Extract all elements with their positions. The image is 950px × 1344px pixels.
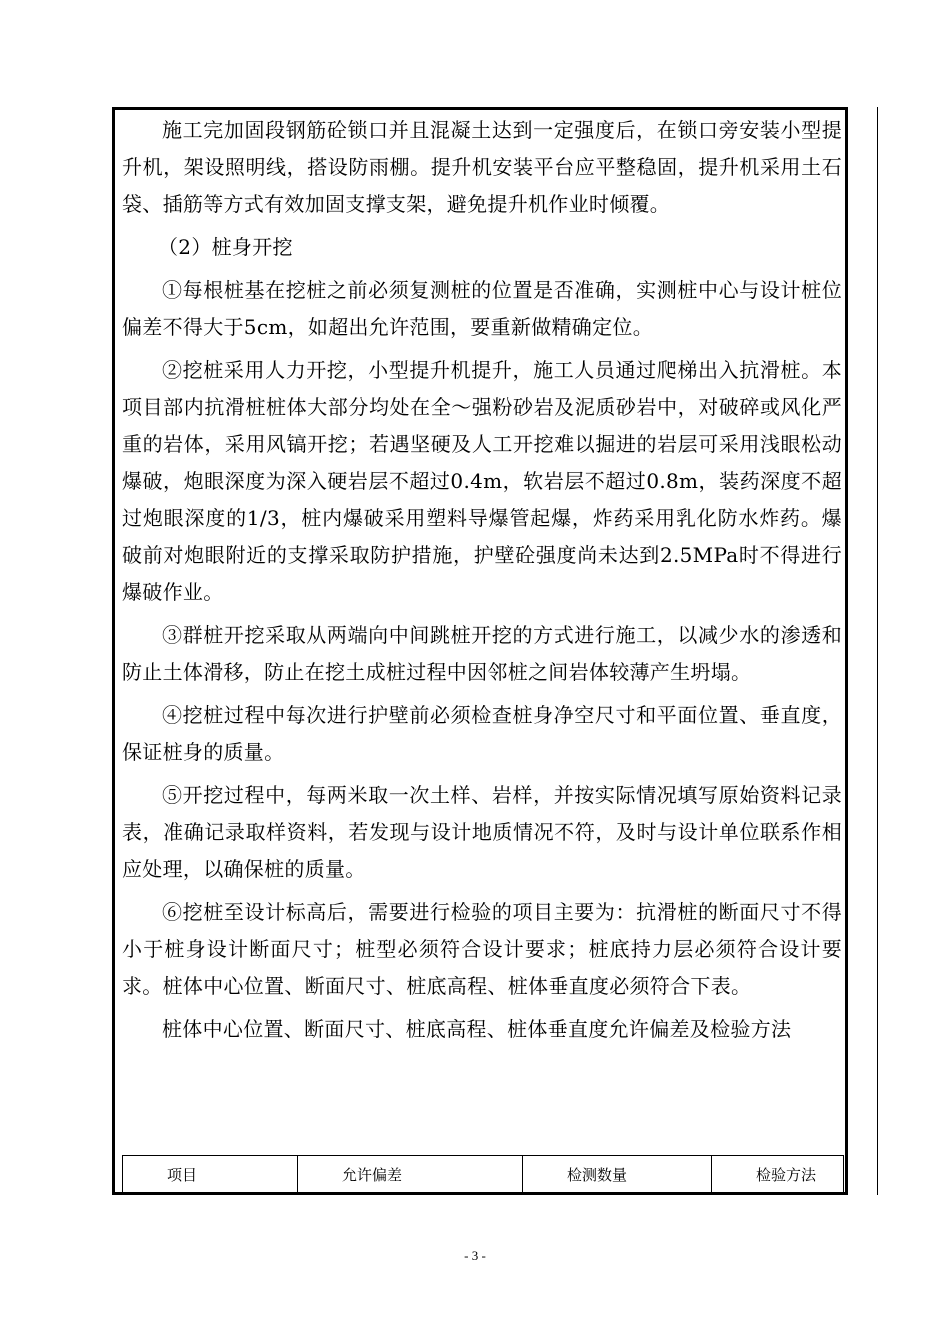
document-body (122, 112, 842, 1048)
margin-rule (877, 107, 878, 1195)
paragraph-item-4: ④挖桩过程中每次进行护壁前必须检查桩身净空尺寸和平面位置、垂直度，保证桩身的质量。 (122, 703, 842, 764)
paragraph-item-2: ②挖桩采用人力开挖，小型提升机提升，施工人员通过爬梯出入抗滑桩。本项目部内抗滑桩桩体大部分均处在全～强粉砂岩及泥质砂岩中，对破碎或风化严重的岩体，采用风镐开挖；若遇坚硬及人工开挖难以掘进的岩层可采用浅眼松动爆破，炮眼深度为深入硬岩层不超过0.4m，软岩层不超过0.8m，装药深度不超过炮眼深度的1/3，桩内爆破采用塑料导爆管起爆，炸药采用乳化防水炸药。爆破前对炮眼附近的支撑采取防护措施，护壁砼强度尚未达到2.5MPa时不得进行爆破作业。 (122, 358, 842, 604)
tolerance-table (122, 1155, 844, 1193)
page-number: - 3 - (464, 1248, 486, 1263)
paragraph-item-3: ③群桩开挖采取从两端向中间跳桩开挖的方式进行施工，以减少水的渗透和防止土体滑移，防止在挖土成桩过程中因邻桩之间岩体较薄产生坍塌。 (122, 623, 842, 684)
paragraph-intro: 施工完加固段钢筋砼锁口并且混凝土达到一定强度后，在锁口旁安装小型提升机，架设照明线，搭设防雨棚。提升机安装平台应平整稳固，提升机采用土石袋、插筋等方式有效加固支撑支架，避免提升机作业时倾覆。 (122, 118, 842, 216)
table-header-row (123, 1156, 844, 1193)
section-heading: （2）桩身开挖 (158, 235, 293, 259)
table-caption: 桩体中心位置、断面尺寸、桩底高程、桩体垂直度允许偏差及检验方法 (162, 1017, 792, 1041)
table-header-cell: 检测数量 (523, 1156, 712, 1193)
paragraph-item-1: ①每根桩基在挖桩之前必须复测桩的位置是否准确，实测桩中心与设计桩位偏差不得大于5cm，如超出允许范围，要重新做精确定位。 (122, 278, 842, 339)
paragraph-item-5: ⑤开挖过程中，每两米取一次土样、岩样，并按实际情况填写原始资料记录表，准确记录取样资料，若发现与设计地质情况不符，及时与设计单位联系作相应处理，以确保桩的质量。 (122, 783, 842, 881)
table-header-cell: 项目 (123, 1156, 298, 1193)
table-header-cell: 允许偏差 (298, 1156, 523, 1193)
table-header-cell: 检验方法 (712, 1156, 844, 1193)
paragraph-item-6: ⑥挖桩至设计标高后，需要进行检验的项目主要为：抗滑桩的断面尺寸不得小于桩身设计断面尺寸；桩型必须符合设计要求；桩底持力层必须符合设计要求。桩体中心位置、断面尺寸、桩底高程、桩体垂直度必须符合下表。 (122, 900, 842, 998)
